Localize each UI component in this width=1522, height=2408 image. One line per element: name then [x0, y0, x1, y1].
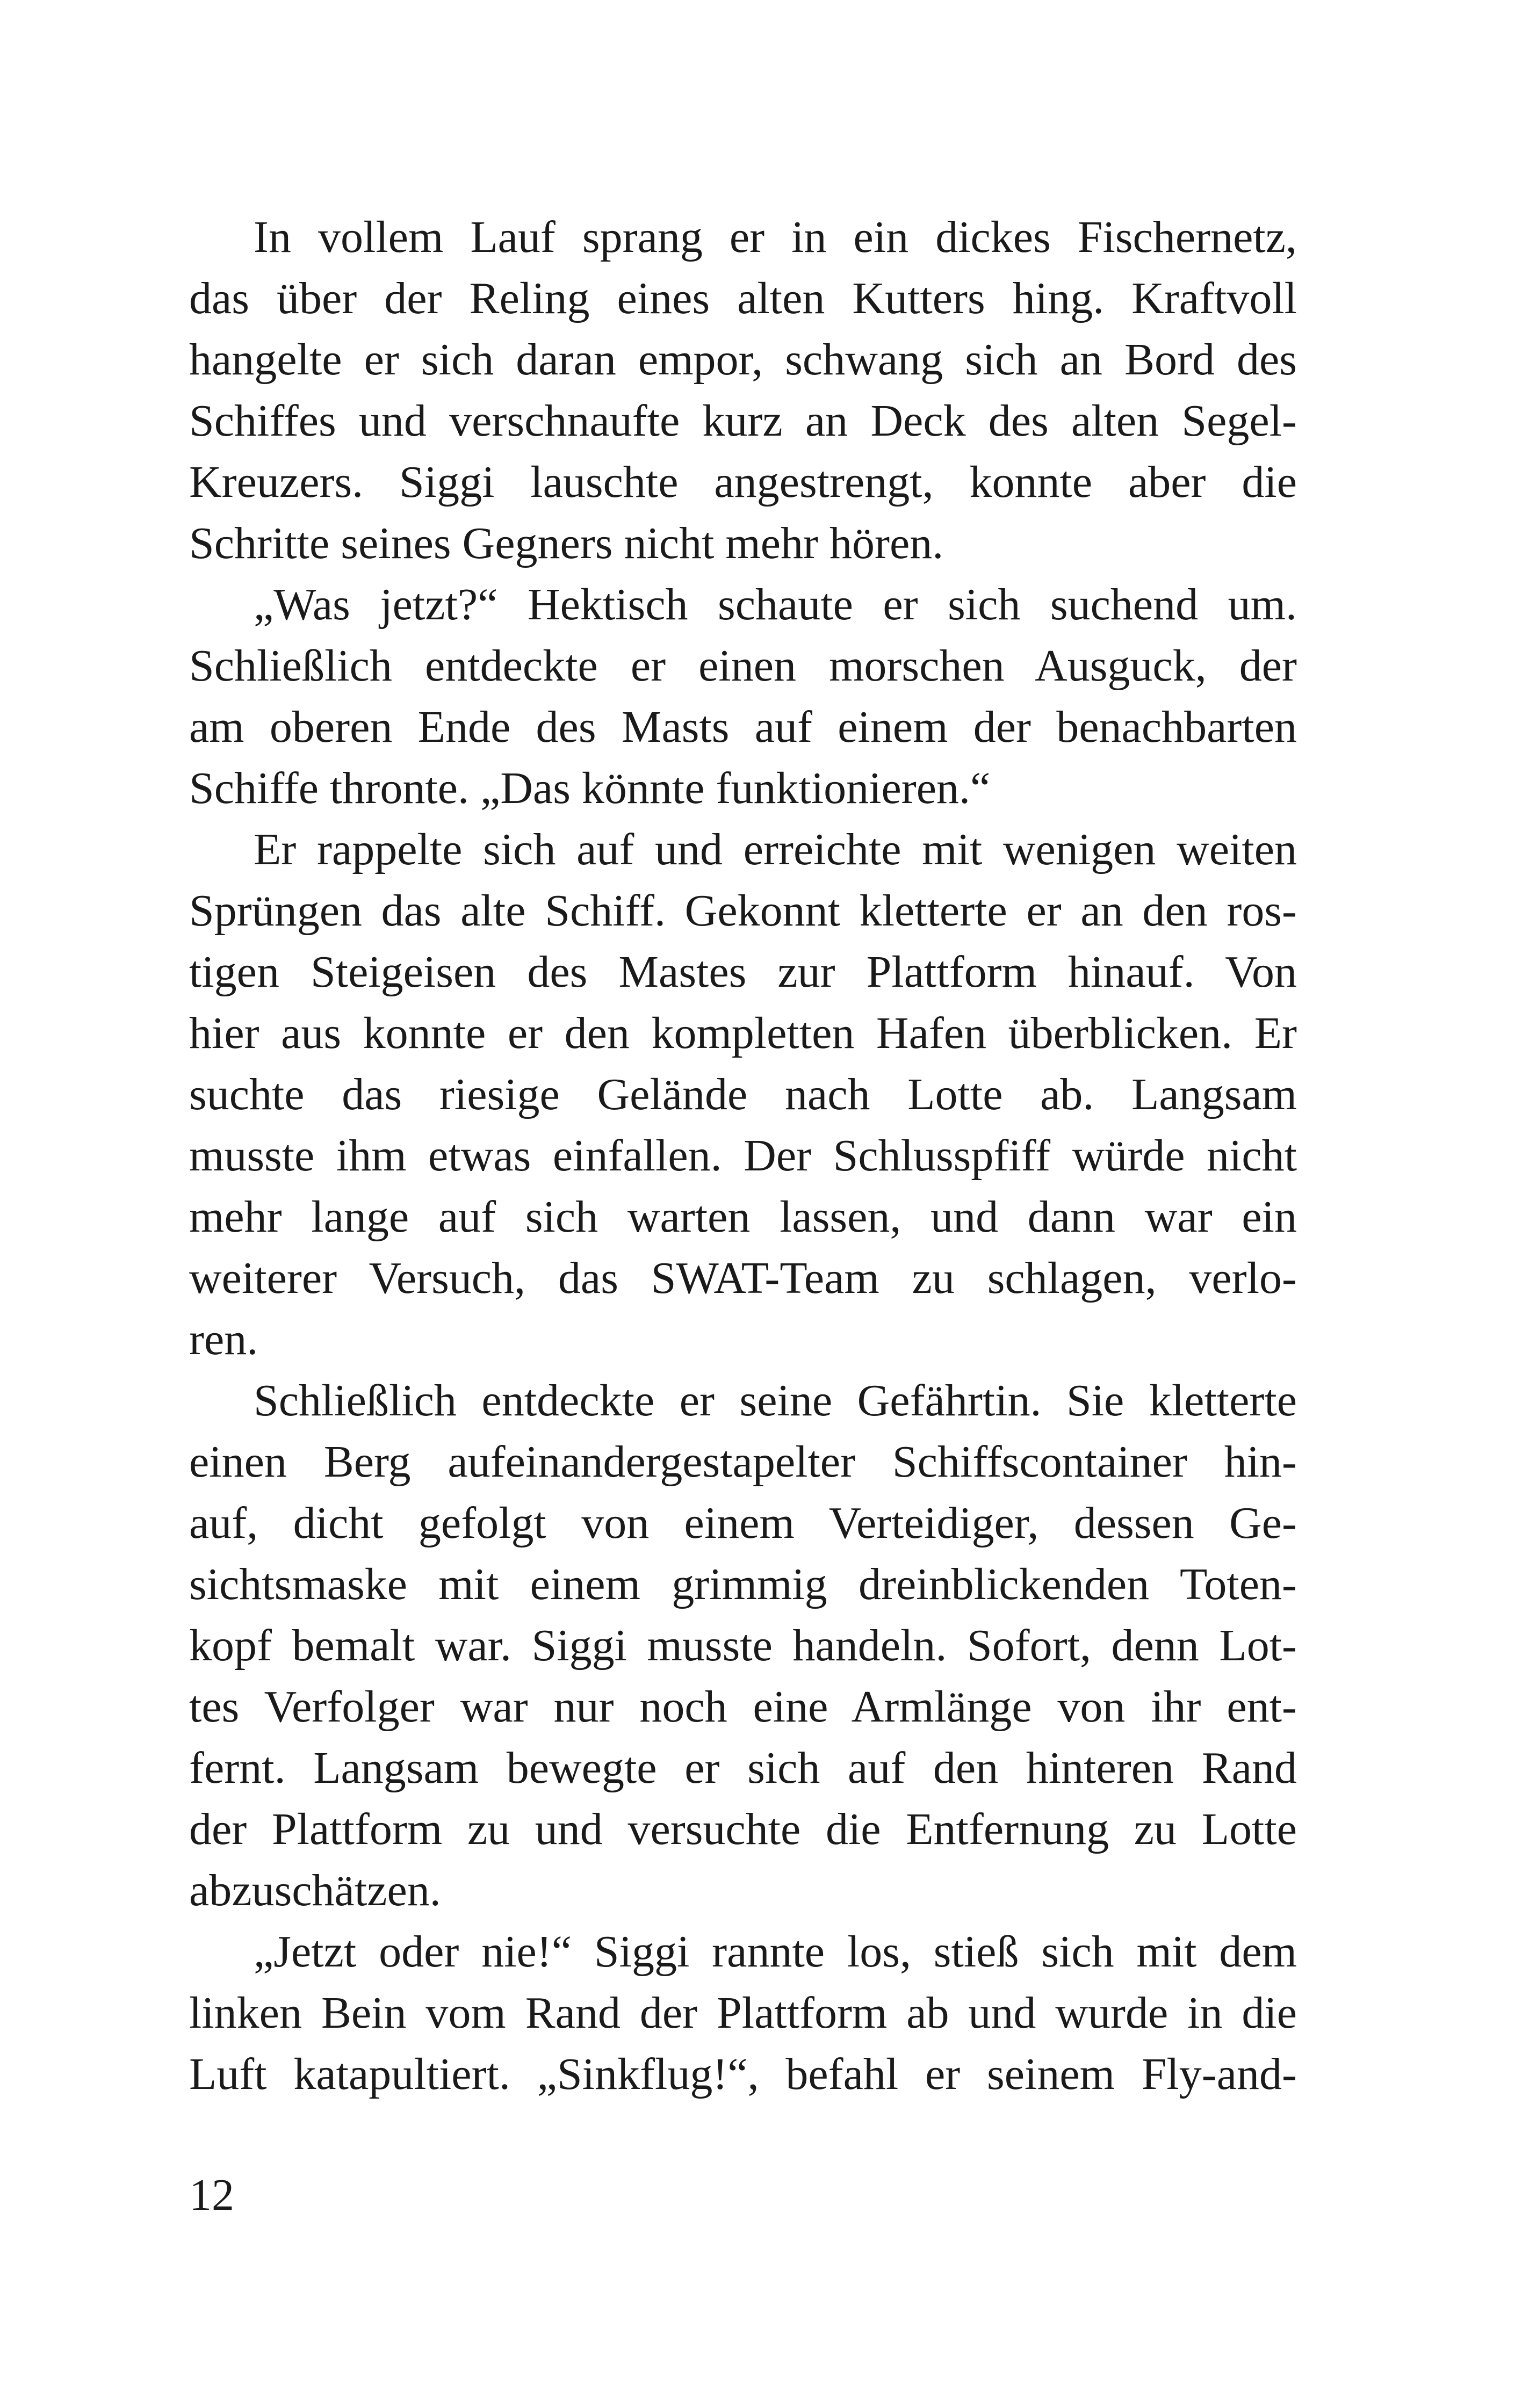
page-number: 12: [189, 2170, 234, 2220]
text-line: abzuschätzen.: [189, 1865, 441, 1915]
text-line: Schiffes und verschnaufte kurz an Deck des alten Segel-: [189, 396, 1297, 446]
text-line: das über der Reling eines alten Kutters hing. Kraftvoll: [189, 273, 1297, 323]
text-line: musste ihm etwas einfallen. Der Schlusspfiff würde nicht: [189, 1131, 1297, 1181]
text-line: suchte das riesige Gelände nach Lotte ab. Langsam: [189, 1069, 1297, 1119]
text-line: der Plattform zu und versuchte die Entfernung zu Lotte: [189, 1804, 1297, 1854]
body-text: [189, 207, 1297, 2105]
text-line: am oberen Ende des Masts auf einem der benachbarten: [189, 702, 1297, 752]
text-line: tes Verfolger war nur noch eine Armlänge von ihr ent-: [189, 1682, 1297, 1732]
text-line: Schiffe thronte. „Das könnte funktionieren.“: [189, 763, 991, 813]
text-line: weiterer Versuch, das SWAT-Team zu schlagen, verlo-: [189, 1253, 1297, 1303]
text-line: Luft katapultiert. „Sinkflug!“, befahl er seinem Fly-and-: [189, 2049, 1297, 2099]
text-line: „Was jetzt?“ Hektisch schaute er sich suchend um.: [254, 580, 1297, 630]
text-line: „Jetzt oder nie!“ Siggi rannte los, stieß sich mit dem: [254, 1927, 1297, 1977]
text-line: linken Bein vom Rand der Plattform ab und wurde in die: [189, 1988, 1297, 2038]
text-line: tigen Steigeisen des Mastes zur Plattform hinauf. Von: [189, 947, 1297, 997]
text-line: hier aus konnte er den kompletten Hafen überblicken. Er: [189, 1008, 1297, 1058]
text-line: Kreuzers. Siggi lauschte angestrengt, konnte aber die: [189, 457, 1297, 507]
text-line: fernt. Langsam bewegte er sich auf den hinteren Rand: [189, 1743, 1297, 1793]
text-line: mehr lange auf sich warten lassen, und dann war ein: [189, 1192, 1297, 1242]
text-line: ren.: [189, 1314, 258, 1364]
text-line: Schließlich entdeckte er seine Gefährtin. Sie kletterte: [254, 1376, 1297, 1426]
text-line: auf, dicht gefolgt von einem Verteidiger, dessen Ge-: [189, 1498, 1297, 1548]
text-line: kopf bemalt war. Siggi musste handeln. Sofort, denn Lot-: [189, 1621, 1297, 1671]
text-line: In vollem Lauf sprang er in ein dickes Fischernetz,: [254, 212, 1297, 262]
text-line: Sprüngen das alte Schiff. Gekonnt kletterte er an den ros-: [189, 886, 1297, 936]
text-line: hangelte er sich daran empor, schwang sich an Bord des: [189, 335, 1297, 385]
text-line: Er rappelte sich auf und erreichte mit wenigen weiten: [254, 825, 1297, 874]
text-line: Schließlich entdeckte er einen morschen Ausguck, der: [189, 641, 1297, 691]
text-line: sichtsmaske mit einem grimmig dreinblickenden Toten-: [189, 1559, 1297, 1609]
text-line: einen Berg aufeinandergestapelter Schiffscontainer hin-: [189, 1437, 1297, 1487]
text-line: Schritte seines Gegners nicht mehr hören.: [189, 518, 944, 568]
